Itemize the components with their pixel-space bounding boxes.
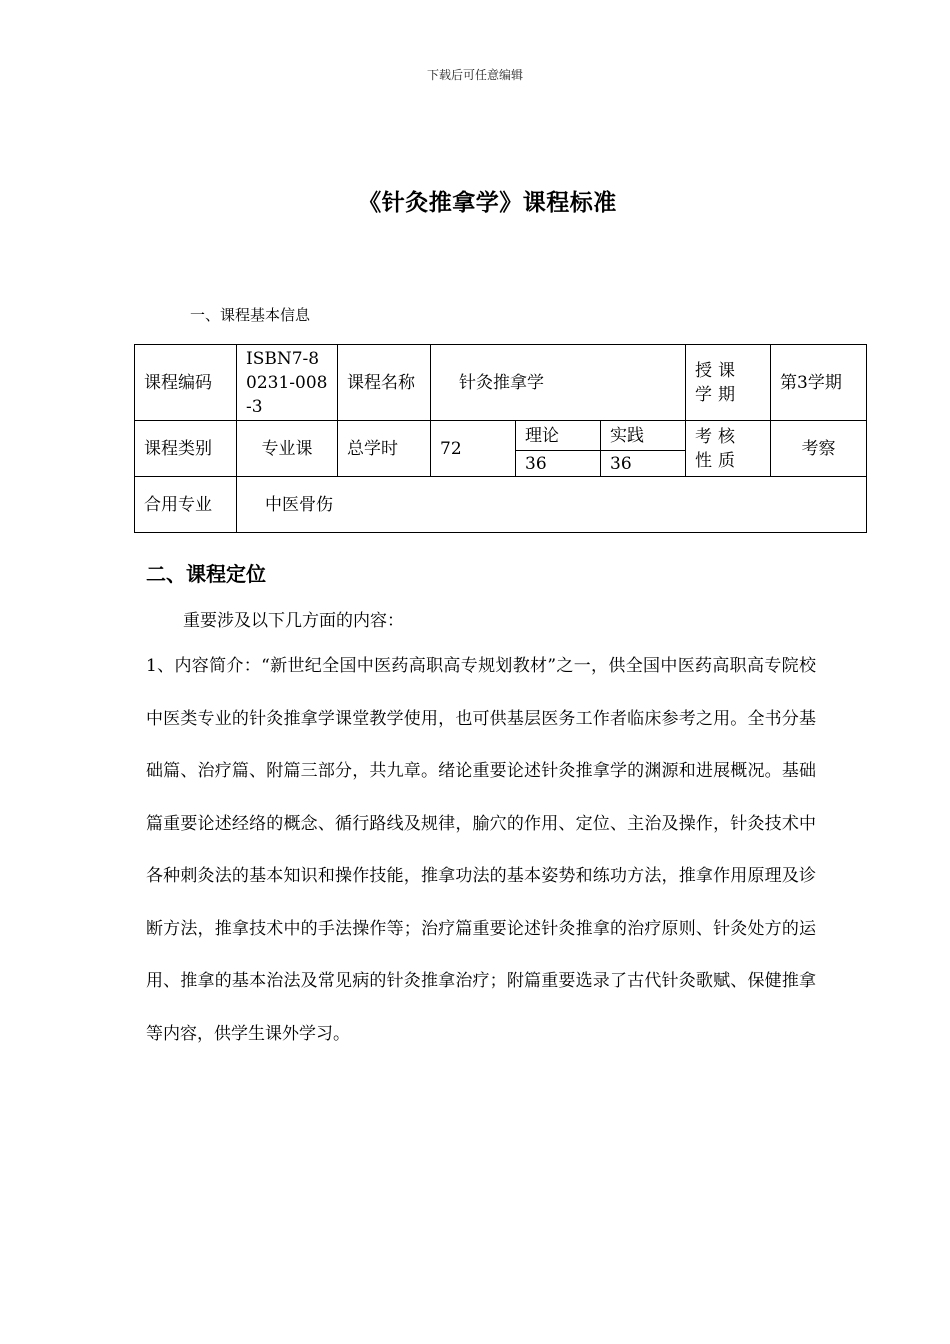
table-row bbox=[135, 477, 867, 533]
intro-text: 重要涉及以下几方面的内容： bbox=[183, 611, 404, 631]
total-hours-label: 总学时 bbox=[338, 421, 431, 477]
course-name-label: 课程名称 bbox=[338, 345, 431, 421]
section-heading-basic-info: 一、课程基本信息 bbox=[190, 306, 311, 324]
course-name-value: 针灸推拿学 bbox=[431, 345, 686, 421]
theory-hours-value: 36 bbox=[516, 451, 601, 477]
table-row bbox=[135, 345, 867, 421]
term-value: 第3学期 bbox=[771, 345, 867, 421]
total-hours-value: 72 bbox=[431, 421, 516, 477]
assessment-label: 考核性质 bbox=[686, 421, 771, 477]
course-category-value: 专业课 bbox=[237, 421, 338, 477]
course-code-label: 课程编码 bbox=[135, 345, 237, 421]
section-heading-positioning: 二、课程定位 bbox=[146, 562, 266, 586]
major-value: 中医骨伤 bbox=[237, 477, 867, 533]
document-title: 《针灸推拿学》课程标准 bbox=[358, 190, 617, 216]
content-paragraph: 1、内容简介：“新世纪全国中医药高职高专规划教材”之一，供全国中医药高职高专院校中医类专业的针灸推拿学课堂教学使用，也可供基层医务工作者临床参考之用。全书分基础篇、治疗篇、附篇三部分，共九章。绪论重要论述针灸推拿学的渊源和进展概况。基础篇重要论述经络的概念、循行路线及规律，腧穴的作用、定位、主治及操作，针灸技术中各种刺灸法的基本知识和操作技能，推拿功法的基本姿势和练功方法，推拿作用原理及诊断方法，推拿技术中的手法操作等；治疗篇重要论述针灸推拿的治疗原则、针灸处方的运用、推拿的基本治法及常见病的针灸推拿治疗；附篇重要选录了古代针灸歌赋、保健推拿等内容，供学生课外学习。 bbox=[146, 656, 816, 1044]
theory-label: 理论 bbox=[516, 421, 601, 451]
course-info-table bbox=[134, 344, 867, 533]
term-label: 授课学期 bbox=[686, 345, 771, 421]
major-label: 合用专业 bbox=[135, 477, 237, 533]
practice-hours-value: 36 bbox=[601, 451, 686, 477]
course-code-value: ISBN7-80231-008-3 bbox=[237, 345, 338, 421]
assessment-value: 考察 bbox=[771, 421, 867, 477]
header-note: 下载后可任意编辑 bbox=[426, 68, 523, 82]
table-row bbox=[135, 421, 867, 451]
practice-label: 实践 bbox=[601, 421, 686, 451]
course-category-label: 课程类别 bbox=[135, 421, 237, 477]
